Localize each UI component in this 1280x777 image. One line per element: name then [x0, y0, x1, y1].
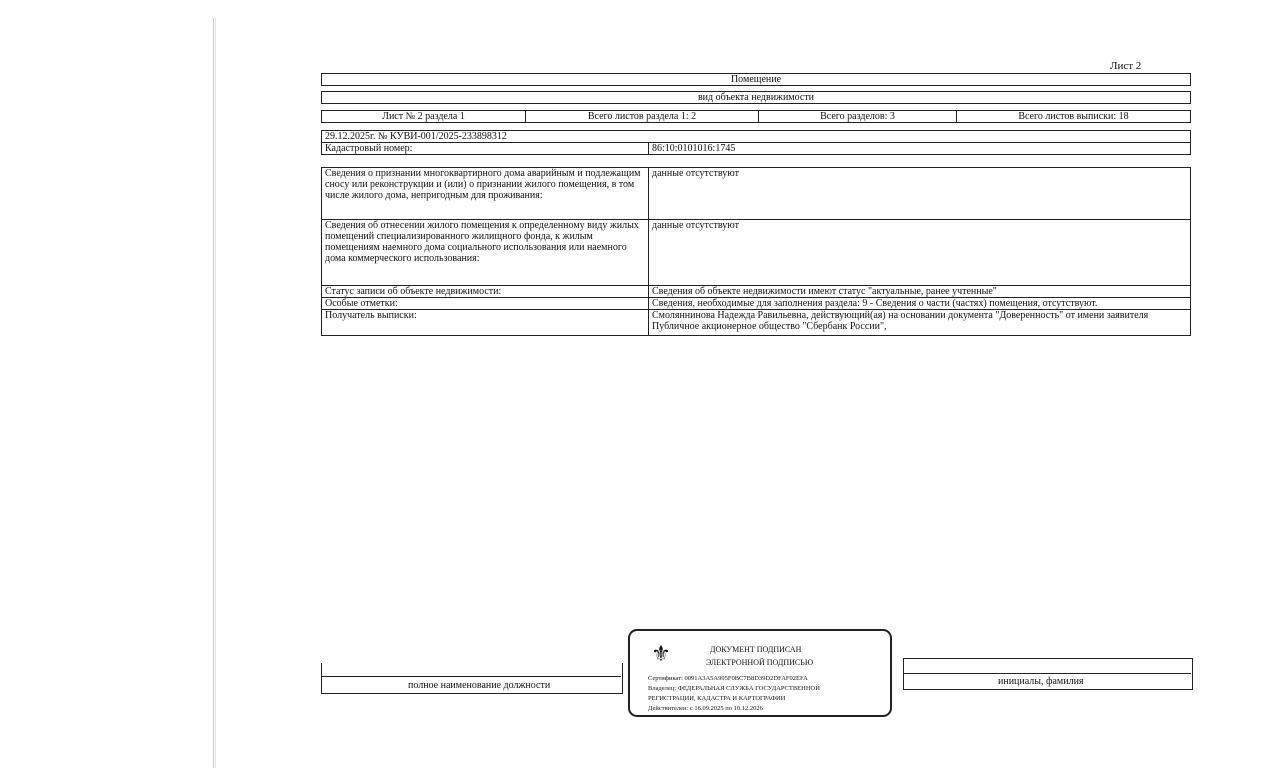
- cadastral-label: Кадастровый номер:: [322, 143, 649, 155]
- record-date-number: 29.12.2025г. № КУВИ-001/2025-233898312: [322, 131, 1191, 143]
- stamp-certificate: Сертификат: 0091A3A5A995F0BC7B8D39D2DFAF02EFA: [648, 675, 808, 682]
- signature-stamp: [628, 629, 892, 717]
- total-sheets-section: Всего листов раздела 1: 2: [526, 111, 759, 123]
- cadastral-value: 86:10:0101016:1745: [649, 143, 1191, 155]
- position-label: полное наименование должности: [408, 680, 551, 691]
- details-table: [321, 167, 1191, 336]
- sheet-of-section: Лист № 2 раздела 1: [322, 111, 526, 123]
- row-value: Смоляннинова Надежда Равильевна, действующий(ая) на основании документа "Доверенность" от имени заявителя Публичное акционерное общество "Сбербанк России",: [649, 310, 1191, 336]
- record-table: [321, 130, 1191, 155]
- sheet-info-table: [321, 110, 1191, 123]
- row-label: Сведения об отнесении жилого помещения к определенному виду жилых помещений специализированного жилищного фонда, к жилым помещениям наемного дома социального использования или наемного дома коммерческого использования:: [322, 220, 649, 286]
- header-subtitle-table: [321, 91, 1191, 104]
- row-label: Сведения о признании многоквартирного дома аварийным и подлежащим сносу или реконструкции и (или) о признании жилого помещения, в том числе жилого дома, непригодным для проживания:: [322, 168, 649, 220]
- row-value: Сведения об объекте недвижимости имеют статус "актуальные, ранее учтенные": [649, 286, 1191, 298]
- stamp-validity: Действителен: с 16.09.2025 по 10.12.2026: [648, 705, 763, 712]
- total-sheets-extract: Всего листов выписки: 18: [957, 111, 1191, 123]
- emblem-icon: ⚜: [651, 641, 671, 666]
- stamp-owner1: Владелец: ФЕДЕРАЛЬНАЯ СЛУЖБА ГОСУДАРСТВЕННОЙ: [648, 685, 820, 692]
- row-label: Статус записи об объекте недвижимости:: [322, 286, 649, 298]
- position-line: [321, 676, 621, 677]
- row-value: данные отсутствуют: [649, 168, 1191, 220]
- row-value: Сведения, необходимые для заполнения раздела: 9 - Сведения о части (частях) помещения, отсутствуют.: [649, 298, 1191, 310]
- name-label: инициалы, фамилия: [998, 676, 1084, 687]
- stamp-line1: ДОКУМЕНТ ПОДПИСАН: [710, 645, 802, 654]
- scan-edge-line: [215, 18, 216, 768]
- object-kind: вид объекта недвижимости: [322, 92, 1191, 104]
- scan-edge-line: [213, 18, 214, 768]
- row-value: данные отсутствуют: [649, 220, 1191, 286]
- header-title-table: [321, 73, 1191, 86]
- row-label: Особые отметки:: [322, 298, 649, 310]
- sheet-label: Лист 2: [1110, 60, 1142, 72]
- object-title: Помещение: [322, 74, 1191, 86]
- stamp-owner2: РЕГИСТРАЦИИ, КАДАСТРА И КАРТОГРАФИИ: [648, 695, 786, 702]
- watermark: [930, 610, 1130, 680]
- stamp-line2: ЭЛЕКТРОННОЙ ПОДПИСЬЮ: [706, 658, 814, 667]
- total-sections: Всего разделов: 3: [759, 111, 957, 123]
- row-label: Получатель выписки:: [322, 310, 649, 336]
